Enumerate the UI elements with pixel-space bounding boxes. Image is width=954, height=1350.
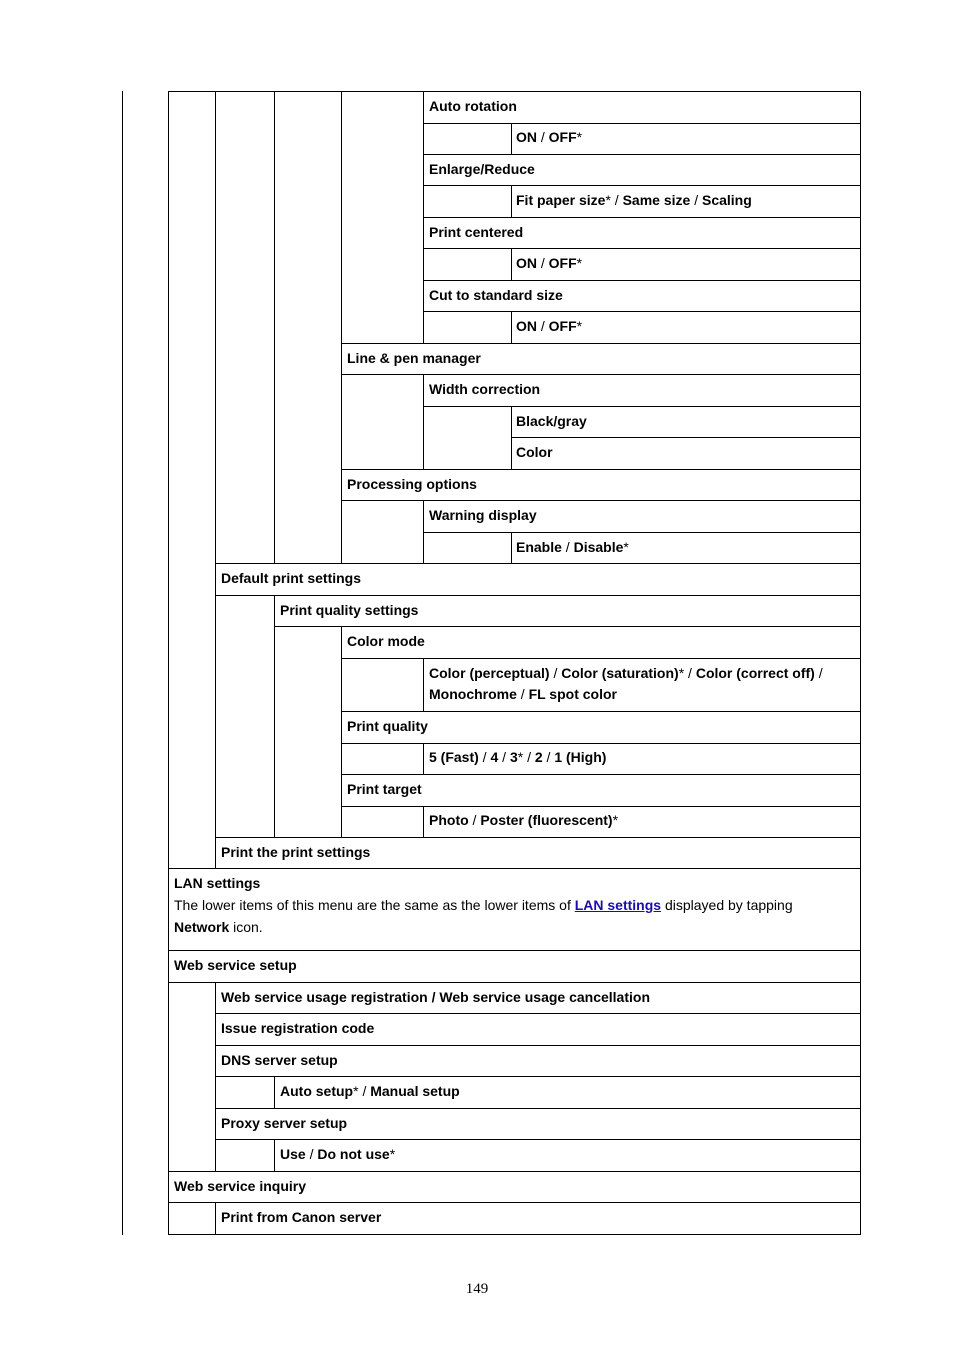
row-print-centered: Print centered <box>429 224 524 240</box>
row-dns-options: Auto setup* / Manual setup <box>280 1083 460 1099</box>
row-enlarge-reduce: Enlarge/Reduce <box>429 161 535 177</box>
row-width-correction: Width correction <box>429 381 541 397</box>
row-print-the-print-settings: Print the print settings <box>221 844 371 860</box>
row-color-mode-options-1: Color (perceptual) / Color (saturation)* / Color (correct off) / <box>429 665 823 681</box>
row-color: Color <box>516 444 553 460</box>
row-enlarge-reduce-options: Fit paper size* / Same size / Scaling <box>516 192 752 208</box>
row-web-service-usage: Web service usage registration / Web service usage cancellation <box>221 989 650 1005</box>
row-proxy-server-setup: Proxy server setup <box>221 1115 348 1131</box>
row-cut-to-standard-size: Cut to standard size <box>429 287 563 303</box>
row-proxy-options: Use / Do not use* <box>280 1146 396 1162</box>
row-warning-display-options: Enable / Disable* <box>516 539 629 555</box>
row-dns-server-setup: DNS server setup <box>221 1052 338 1068</box>
row-processing-options: Processing options <box>347 476 477 492</box>
row-auto-rotation: Auto rotation <box>429 98 517 114</box>
row-lan-settings: LAN settings <box>174 875 261 891</box>
row-cut-to-standard-options: ON / OFF* <box>516 318 583 334</box>
row-color-mode-options-2: Monochrome / FL spot color <box>429 686 617 702</box>
row-web-service-setup: Web service setup <box>174 957 297 973</box>
row-black-gray: Black/gray <box>516 413 587 429</box>
row-print-target: Print target <box>347 781 422 797</box>
margin-bar <box>122 91 123 1235</box>
row-print-target-options: Photo / Poster (fluorescent)* <box>429 812 619 828</box>
row-print-centered-options: ON / OFF* <box>516 255 583 271</box>
lan-settings-description: The lower items of this menu are the same as the lower items of LAN settings displayed by tapping <box>174 897 793 913</box>
row-print-from-canon-server: Print from Canon server <box>221 1209 382 1225</box>
row-color-mode: Color mode <box>347 633 425 649</box>
row-auto-rotation-options: ON / OFF* <box>516 129 583 145</box>
row-web-service-inquiry: Web service inquiry <box>174 1178 307 1194</box>
row-default-print-settings: Default print settings <box>221 570 362 586</box>
row-warning-display: Warning display <box>429 507 537 523</box>
lan-settings-link[interactable]: LAN settings <box>574 897 662 913</box>
row-print-quality-options: 5 (Fast) / 4 / 3* / 2 / 1 (High) <box>429 749 607 765</box>
row-print-quality-settings: Print quality settings <box>280 602 419 618</box>
row-print-quality: Print quality <box>347 718 428 734</box>
lan-settings-description-2: Network icon. <box>174 919 263 935</box>
row-issue-registration-code: Issue registration code <box>221 1020 375 1036</box>
row-line-pen-manager: Line & pen manager <box>347 350 481 366</box>
page-number: 149 <box>465 1281 489 1297</box>
